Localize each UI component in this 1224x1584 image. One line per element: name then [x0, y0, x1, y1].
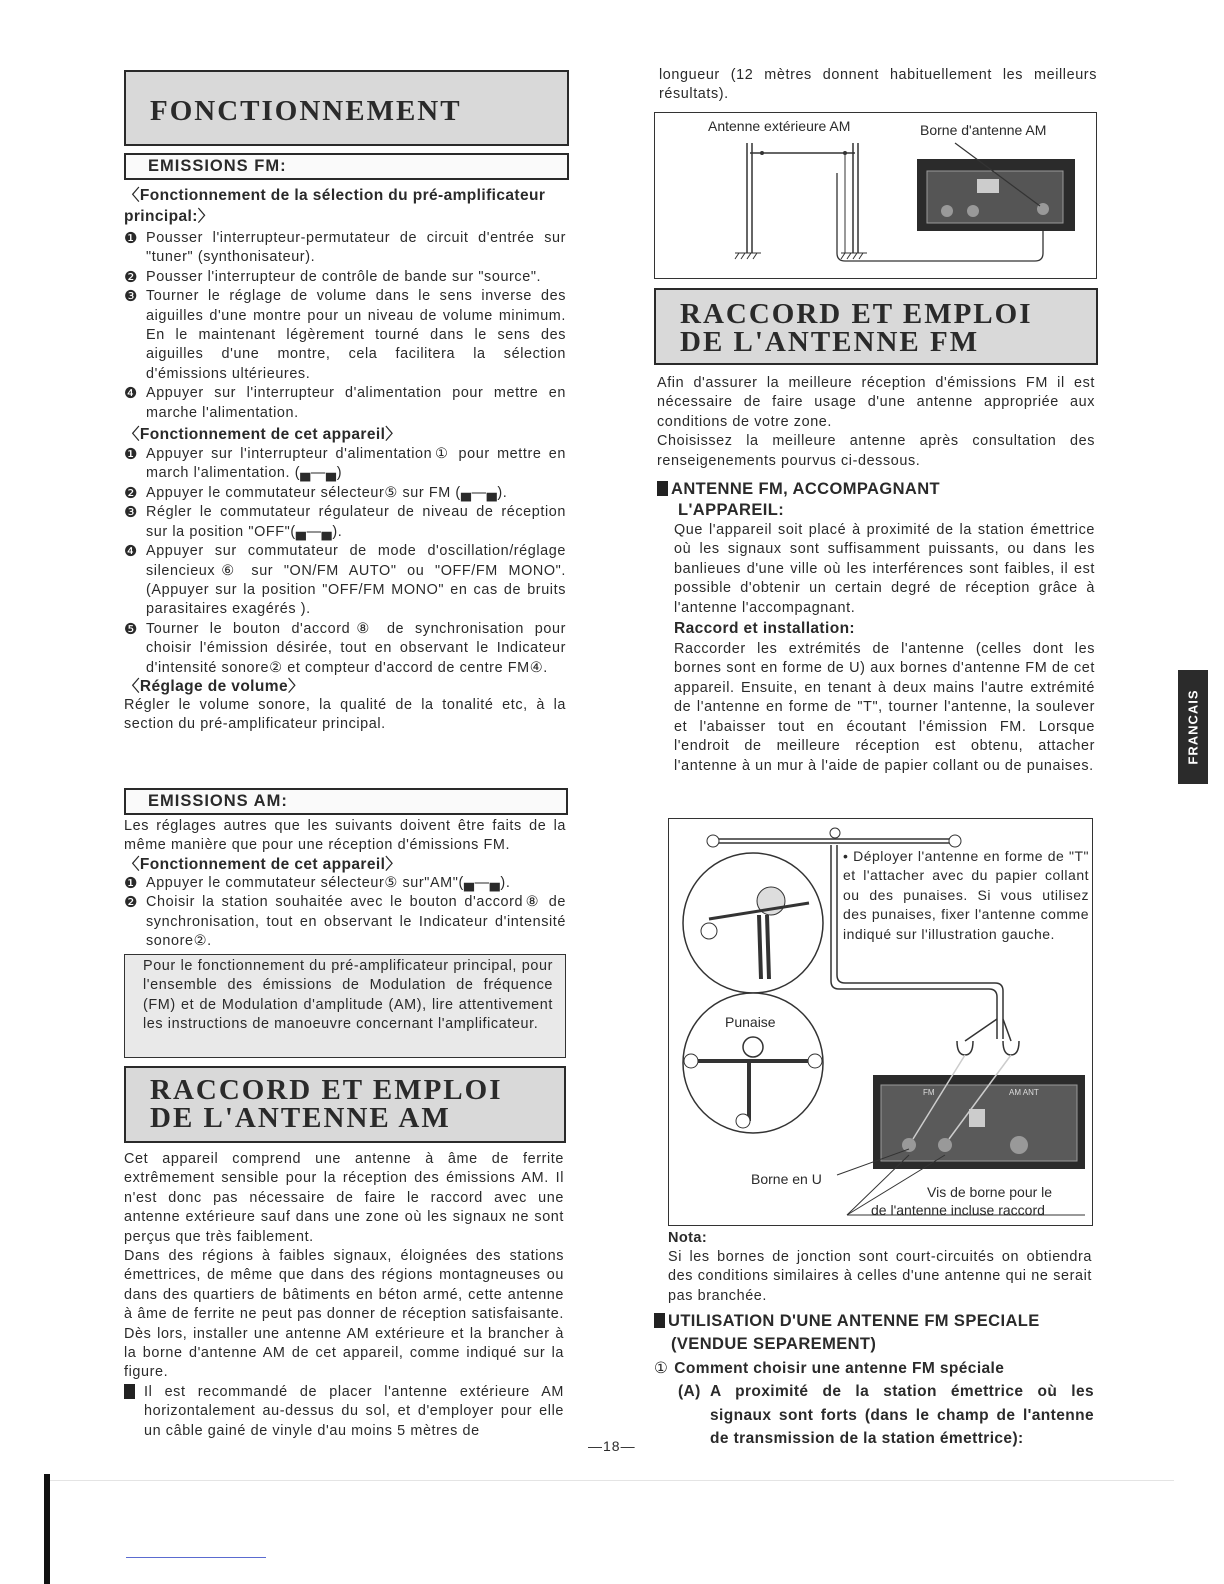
fm-banner-line1: RACCORD ET EMPLOI [680, 298, 1033, 330]
fm-figure-caption: • Déployer l'antenne en forme de "T" et l'attacher avec du papier collant ou des punaises. Si vous utilisez des punaises, fixer l'antenne comme indiqué sur l'illustration gauche. [843, 848, 1089, 942]
fm-intro-2: Choisissez la meilleure antenne après consultation des renseigenements pourvus ci-dessous. [657, 433, 1095, 469]
tape-detail-circle [683, 853, 823, 993]
vis-label-2: de l'antenne incluse raccord [871, 1202, 1045, 1218]
language-tab-label: FRANCAIS [1185, 689, 1201, 765]
am-app-header: 〈Fonctionnement de cet appareil〉 [124, 855, 402, 873]
amplifier-note-box [124, 954, 566, 1058]
am-ext-label: Antenne extérieure AM [708, 118, 851, 134]
fm-pre-header: 〈Fonctionnement de la sélection du pré-amplificateur principal:〉 [124, 187, 546, 225]
left-column-am [124, 817, 566, 951]
special-antenna-header: UTILISATION D'UNE ANTENNE FM SPECIALE [654, 1310, 1094, 1333]
raccord-header: Raccord et installation: [674, 620, 855, 638]
vis-label-1: Vis de borne pour le [927, 1184, 1053, 1200]
fm-included-text: Que l'appareil soit placé à proximité de la station émettrice où les signaux sont suffisamment puissants, ou dans les banlieues d'une ville où les interférences sont faibles, il est possible d'obtenir un certain degré de réception grâce à l'antenne l'accompagnant. [674, 522, 1095, 616]
square-bullet-icon [657, 481, 668, 496]
right-column-fm [657, 374, 1095, 776]
fm-app-step: ❸ Régler le commutateur régulateur de niveau de réception sur la position "OFF"(▄—▄). [124, 504, 566, 540]
fm-pre-step: ❸ Tourner le réglage de volume dans le sens inverse des aiguilles d'une montre pour un niveau de volume minimum. En le maintenant légèrement tourné dans le sens des aiguilles d'une montre, cela facilitera la sélection d'émissions ultérieures. [124, 288, 566, 382]
fm-antenna-banner [654, 288, 1098, 365]
right-column-bottom [668, 1228, 1092, 1306]
am-banner-line1: RACCORD ET EMPLOI [150, 1074, 503, 1106]
am-intro: Les réglages autres que les suivants doivent être faits de la même manière que pour une réception d'émissions FM. [124, 818, 566, 854]
fm-included-header: ANTENNE FM, ACCOMPAGNANT [657, 479, 1095, 500]
fm-app-step: ❷ Appuyer le commutateur sélecteur⑤ sur FM (▄—▄). [124, 484, 508, 502]
left-column-top [124, 185, 566, 735]
fm-section-title: EMISSIONS FM: [148, 157, 287, 175]
fm-pre-step: ❶ Pousser l'interrupteur-permutateur de circuit d'entrée sur "tuner" (synthonisateur). [124, 230, 566, 266]
panel-am-label: AM ANT [1009, 1088, 1039, 1097]
am-section-bar [124, 788, 568, 815]
scan-edge-bar [44, 1474, 50, 1584]
fm-banner-line2: DE L'ANTENNE FM [680, 326, 980, 358]
am-terminal-label: Borne d'antenne AM [920, 122, 1047, 138]
am-section-title: EMISSIONS AM: [148, 792, 288, 810]
am-antenna-figure [654, 112, 1097, 279]
page-number: —18— [588, 1438, 636, 1454]
choose-antenna-header: ① Comment choisir une antenne FM spéciale [654, 1360, 1005, 1377]
special-antenna-section [654, 1310, 1094, 1451]
square-bullet-icon [654, 1313, 665, 1328]
fm-app-step: ❹ Appuyer sur commutateur de mode d'oscillation/réglage silencieux⑥ sur "ON/FM AUTO" ou "OFF/FM MONO". (Appuyer sur la position "OFF/FM MONO" en cas de bruits parasitaires exagérés ). [124, 543, 566, 618]
volume-text: Régler le volume sonore, la qualité de la tonalité etc, à la section du pré-amplificateur principal. [124, 696, 566, 733]
fm-app-steps [124, 445, 566, 678]
fm-app-step: ❶ Appuyer sur l'interrupteur d'alimentation① pour mettre en march l'alimentation. (▄—▄) [124, 446, 566, 482]
am-antenna-drawing [655, 113, 1096, 278]
special-antenna-header-2: (VENDUE SEPAREMENT) [671, 1335, 877, 1353]
fm-included-header-2: L'APPAREIL: [678, 501, 785, 520]
borne-u-label: Borne en U [751, 1171, 822, 1187]
fm-section-bar [124, 153, 569, 180]
amplifier-note-text: Pour le fonctionnement du pré-amplificateur principal, pour l'ensemble des émissions de Modulation de fréquence (FM) et de Modulation d'amplitude (AM), lire attentivement les instructions de manoeuvre concernant l'amplificateur. [143, 958, 553, 1033]
left-column-bottom [124, 1150, 564, 1441]
raccord-text: Raccorder les extrémités de l'antenne (celles dont les bornes sont en forme de U) aux bornes d'antenne FM de cet appareil. Ensuite, en tenant à deux mains l'autre extrémité de l'antenne en forme de "T", tourner l'antenne, la soulever et l'abaisser tout en écoutant l'émission FM. Lorsque l'endroit de meilleure réception est obtenu, attacher l'antenne à un mur à l'aide de papier collant ou de punaises. [674, 641, 1095, 774]
fm-antenna-figure [668, 818, 1093, 1226]
fm-pre-step: ❷ Pousser l'interrupteur de contrôle de bande sur "source". [124, 268, 542, 286]
fm-app-header: 〈Fonctionnement de cet appareil〉 [124, 426, 402, 444]
am-paragraph-3: Il est recommandé de placer l'antenne extérieure AM horizontalement au-dessus du sol, et d'employer pour elle un câble gainé de vinyle d'au moins 5 mètres de [124, 1383, 564, 1441]
continued-text: longueur (12 mètres donnent habituellement les meilleurs résultats). [659, 67, 1097, 103]
am-paragraph-2: Dans des régions à faibles signaux, éloignées des stations émettrices, de même que dans des régions montagneuses ou dans des quartiers de bâtiments en béton armé, cette antenne à âme de ferrite ne peut pas donner de réception satisfaisante. Dès lors, installer une antenne AM extérieure et la brancher à la borne d'antenne AM de cet appareil, comme indiqué sur la figure. [124, 1248, 564, 1381]
fm-pre-steps [124, 229, 566, 423]
language-tab [1178, 670, 1208, 784]
fm-app-step: ❺ Tourner le bouton d'accord⑧ de synchronisation pour choisir l'émission désirée, tout en observant le Indicateur d'intensité sonore② et compteur d'accord de centre FM④. [124, 620, 566, 676]
scan-shade [50, 1480, 1174, 1481]
subsection-a: (A) A proximité de la station émettrice où les signaux sont forts (dans le champ de l'antenne de transmission de la station émettrice): [678, 1383, 1094, 1447]
am-banner-line2: DE L'ANTENNE AM [150, 1102, 451, 1134]
scan-edge-line [126, 1557, 266, 1558]
fm-intro: Afin d'assurer la meilleure réception d'émissions FM il est nécessaire de faire usage d'une antenne appropriée aux conditions de votre zone. [657, 375, 1095, 430]
banner-title: FONCTIONNEMENT [150, 95, 462, 127]
right-column-top [659, 66, 1097, 105]
nota-header: Nota: [668, 1230, 708, 1246]
fonctionnement-banner [124, 70, 569, 146]
am-step: ❶ Appuyer le commutateur sélecteur⑤ sur"AM"(▄—▄). [124, 874, 511, 892]
nota-text: Si les bornes de jonction sont court-circuités on obtiendra des conditions similaires à celles d'une antenne qui ne serait pas branchée. [668, 1249, 1092, 1304]
panel-fm-label: FM [923, 1088, 935, 1097]
fm-pre-step: ❹ Appuyer sur l'interrupteur d'alimentation pour mettre en marche l'alimentation. [124, 385, 566, 421]
am-step: ❷ Choisir la station souhaitée avec le bouton d'accord⑧ de synchronisation, tout en observant le Indicateur d'intensité sonore②. [124, 894, 566, 950]
am-antenna-banner [124, 1066, 566, 1143]
punaise-label: Punaise [725, 1014, 776, 1030]
am-paragraph-1: Cet appareil comprend une antenne à âme de ferrite extrêmement sensible pour la réception des émissions AM. Il n'est donc pas nécessaire de faire le raccord avec une antenne extérieure sauf dans une zone où les signaux ne sont perçus que très faiblement. [124, 1151, 564, 1245]
square-bullet-icon [124, 1383, 135, 1402]
volume-header: 〈Réglage de volume〉 [124, 677, 304, 695]
